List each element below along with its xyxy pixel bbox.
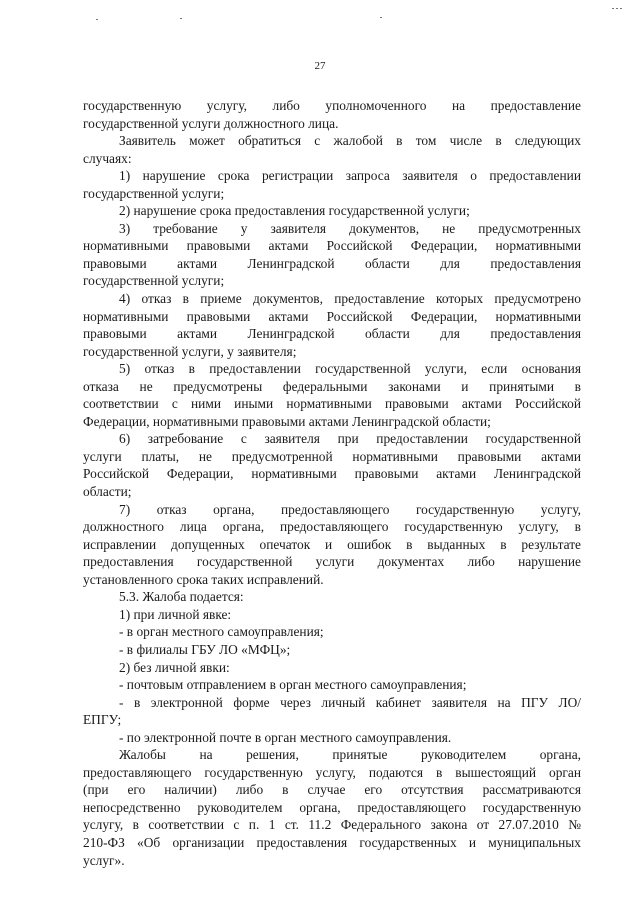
body-text: [83, 97, 581, 869]
text-line: 7) отказ органа, предоставляющего государственную услугу,: [119, 501, 581, 517]
text-line: - в электронной форме через личный кабинет заявителя на ПГУ ЛО/: [119, 694, 581, 710]
text-line: предоставления государственной услуги документах либо нарушение: [83, 554, 581, 570]
text-line: 5.3. Жалоба подается:: [119, 589, 244, 605]
text-line: государственной услуги должностного лица.: [83, 115, 339, 131]
text-line: - в филиалы ГБУ ЛО «МФЦ»;: [119, 641, 291, 657]
text-line: 210-ФЗ «Об организации предоставления государственных и муниципальных: [83, 834, 581, 850]
text-line: области;: [83, 484, 132, 500]
text-line: 6) затребование с заявителя при предоставлении государственной: [119, 431, 581, 447]
text-line: 2) нарушение срока предоставления государственной услуги;: [119, 203, 470, 219]
text-line: нормативными правовыми актами Российской Федерации, нормативными: [83, 238, 581, 254]
text-line: соответствии с ними иными нормативными правовыми актами Российской: [83, 396, 581, 412]
text-line: исправлении допущенных опечаток и ошибок в выданных в результате: [83, 536, 581, 552]
text-line: услугу, в соответствии с п. 1 ст. 11.2 Федерального закона от 27.07.2010 №: [83, 817, 581, 833]
text-line: правовыми актами Ленинградской области для предоставления: [83, 255, 581, 271]
text-line: 1) нарушение срока регистрации запроса заявителя о предоставлении: [119, 168, 581, 184]
text-line: Заявитель может обратиться с жалобой в том числе в следующих: [119, 133, 581, 149]
scan-artifact: [380, 17, 382, 18]
scan-artifact: [180, 18, 182, 19]
text-line: Российской Федерации, нормативными правовыми актами Ленинградской: [83, 466, 581, 482]
text-line: государственной услуги;: [83, 185, 225, 201]
text-line: Жалобы на решения, принятые руководителем органа,: [119, 747, 581, 763]
text-line: нормативными правовыми актами Российской Федерации, нормативными: [83, 308, 581, 324]
text-line: 2) без личной явки:: [119, 659, 230, 675]
text-line: 5) отказ в предоставлении государственной услуги, если основания: [119, 361, 581, 377]
text-line: Федерации, нормативными правовыми актами Ленинградской области;: [83, 413, 491, 429]
text-line: государственной услуги, у заявителя;: [83, 343, 297, 359]
text-line: - по электронной почте в орган местного самоуправления.: [119, 729, 452, 745]
text-line: 4) отказ в приеме документов, предоставление которых предусмотрено: [119, 291, 581, 307]
text-line: - в орган местного самоуправления;: [119, 624, 324, 640]
text-line: правовыми актами Ленинградской области для предоставления: [83, 326, 581, 342]
scan-artifact: [616, 8, 618, 9]
text-line: (при его наличии) либо в случае его отсутствия рассматриваются: [83, 782, 581, 798]
text-line: ЕПГУ;: [83, 712, 122, 728]
scan-artifact: [612, 8, 614, 9]
scan-artifact: [96, 19, 98, 20]
text-line: отказа не предусмотрены федеральными законами и принятыми в: [83, 378, 581, 394]
text-line: установленного срока таких исправлений.: [83, 571, 324, 587]
text-line: услуги платы, не предусмотренной нормативными правовыми актами: [83, 448, 581, 464]
text-line: - почтовым отправлением в орган местного самоуправления;: [119, 677, 467, 693]
text-line: 3) требование у заявителя документов, не предусмотренных: [119, 220, 581, 236]
text-line: должностного лица органа, предоставляющего государственную услугу, в: [83, 519, 581, 535]
text-line: случаях:: [83, 150, 132, 166]
text-line: государственной услуги;: [83, 273, 225, 289]
page-number: 27: [314, 60, 326, 72]
text-line: услуг».: [83, 852, 125, 868]
scan-artifact: [620, 8, 622, 9]
text-line: государственную услугу, либо уполномоченного на предоставление: [83, 98, 581, 113]
text-line: непосредственно руководителем органа, предоставляющего государственную: [83, 799, 581, 815]
text-line: предоставляющего государственную услугу, подаются в вышестоящий орган: [83, 764, 581, 780]
text-line: 1) при личной явке:: [119, 606, 232, 622]
